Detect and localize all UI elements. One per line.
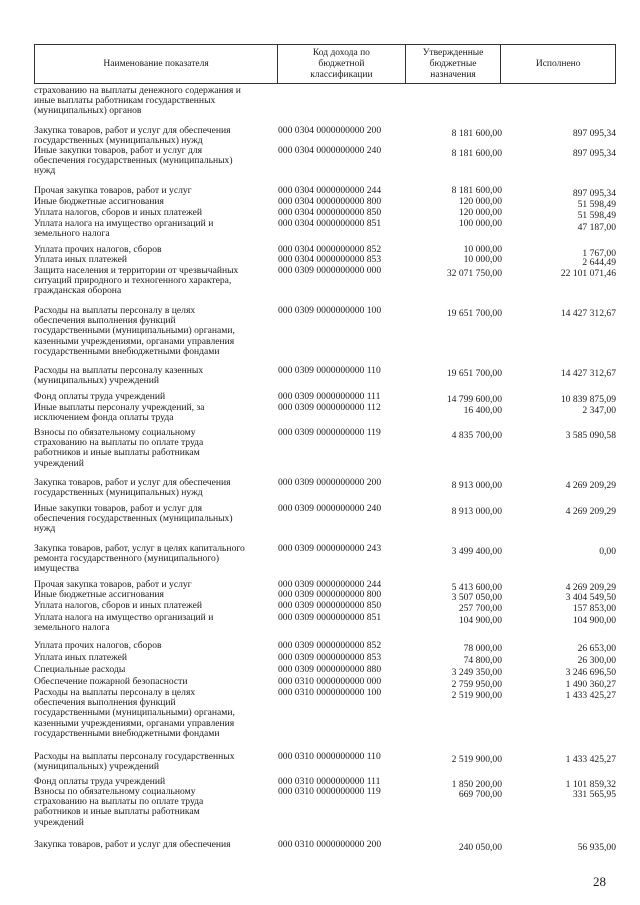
row-approved: 2 519 900,00 bbox=[451, 690, 502, 701]
row-executed: 10 839 875,09 bbox=[560, 394, 616, 405]
row-name: Фонд оплаты труда учреждений bbox=[34, 391, 166, 402]
row-approved: 14 799 600,00 bbox=[446, 394, 502, 405]
row-code: 000 0304 0000000000 200 bbox=[278, 125, 382, 136]
row-approved: 240 050,00 bbox=[458, 842, 502, 853]
row-executed: 897 095,34 bbox=[572, 148, 616, 159]
row-executed: 2 347,00 bbox=[582, 405, 616, 416]
row-name: Расходы на выплаты персоналу в целях обеспечения выполнения функций государственными (муниципальными) органами, казенными учреждениями, органами управления государственными внебюджетными фондами bbox=[34, 687, 235, 739]
row-code: 000 0310 0000000000 119 bbox=[278, 786, 381, 797]
row-code: 000 0304 0000000000 244 bbox=[278, 185, 382, 196]
row-approved: 16 400,00 bbox=[463, 405, 502, 416]
row-name: Взносы по обязательному социальному страхованию на выплаты по оплате труда работников и иные выплаты работникам учреждений bbox=[34, 427, 204, 469]
row-approved: 74 800,00 bbox=[463, 655, 502, 666]
row-code: 000 0304 0000000000 851 bbox=[278, 218, 382, 229]
row-name: Уплата налога на имущество организаций и земельного налога bbox=[34, 218, 214, 240]
row-executed: 0,00 bbox=[599, 546, 616, 557]
row-code: 000 0309 0000000000 800 bbox=[278, 589, 382, 600]
row-approved: 100 000,00 bbox=[458, 218, 502, 229]
row-executed: 14 427 312,67 bbox=[560, 368, 616, 379]
row-name: Закупка товаров, работ и услуг для обеспечения государственных (муниципальных) нужд bbox=[34, 125, 231, 147]
row-executed: 26 653,00 bbox=[577, 643, 616, 654]
row-code: 000 0309 0000000000 850 bbox=[278, 600, 382, 611]
row-code: 000 0304 0000000000 240 bbox=[278, 145, 382, 156]
row-name: Уплата налогов, сборов и иных платежей bbox=[34, 600, 203, 611]
row-name: Закупка товаров, работ и услуг для обеспечения государственных (муниципальных) нужд bbox=[34, 477, 231, 499]
row-code: 000 0304 0000000000 852 bbox=[278, 244, 382, 255]
row-executed: 1 490 360,27 bbox=[565, 679, 616, 690]
row-executed: 51 598,49 bbox=[577, 210, 616, 221]
row-name: Иные бюджетные ассигнования bbox=[34, 196, 164, 207]
row-code: 000 0309 0000000000 851 bbox=[278, 612, 382, 623]
row-executed: 897 095,34 bbox=[572, 128, 616, 139]
row-approved: 19 651 700,00 bbox=[446, 308, 502, 319]
row-code: 000 0309 0000000000 243 bbox=[278, 543, 382, 554]
row-code: 000 0309 0000000000 111 bbox=[278, 391, 381, 402]
row-executed: 157 853,00 bbox=[572, 603, 616, 614]
header-approved: Утвержденные бюджетные назначения bbox=[406, 45, 502, 83]
row-approved: 120 000,00 bbox=[458, 207, 502, 218]
row-approved: 8 181 600,00 bbox=[451, 128, 502, 139]
row-code: 000 0309 0000000000 119 bbox=[278, 427, 381, 438]
row-name: Уплата прочих налогов, сборов bbox=[34, 640, 162, 651]
row-name: Прочая закупка товаров, работ и услуг bbox=[34, 579, 192, 590]
row-approved: 8 913 000,00 bbox=[451, 480, 502, 491]
row-approved: 104 900,00 bbox=[458, 615, 502, 626]
row-code: 000 0309 0000000000 200 bbox=[278, 477, 382, 488]
row-executed: 104 900,00 bbox=[572, 615, 616, 626]
row-code: 000 0310 0000000000 200 bbox=[278, 839, 382, 850]
row-executed: 26 300,00 bbox=[577, 655, 616, 666]
row-approved: 3 249 350,00 bbox=[451, 667, 502, 678]
row-executed: 1 767,00 bbox=[582, 248, 616, 259]
row-code: 000 0309 0000000000 100 bbox=[278, 305, 382, 316]
row-approved: 8 181 600,00 bbox=[451, 148, 502, 159]
row-approved: 3 507 050,00 bbox=[451, 592, 502, 603]
row-executed: 4 269 209,29 bbox=[565, 480, 616, 491]
row-executed: 1 101 859,32 bbox=[565, 779, 616, 790]
row-code: 000 0310 0000000000 110 bbox=[278, 751, 381, 762]
row-name: Расходы на выплаты персоналу казенных (муниципальных) учреждений bbox=[34, 365, 204, 387]
row-code: 000 0309 0000000000 244 bbox=[278, 579, 382, 590]
row-code: 000 0309 0000000000 853 bbox=[278, 652, 382, 663]
row-executed: 51 598,49 bbox=[577, 199, 616, 210]
row-approved: 669 700,00 bbox=[458, 789, 502, 800]
row-name: Закупка товаров, работ, услуг в целях капитального ремонта государственного (муниципального) имущества bbox=[34, 543, 245, 575]
row-executed: 3 404 549,50 bbox=[565, 592, 616, 603]
row-code: 000 0310 0000000000 111 bbox=[278, 776, 381, 787]
page-number: 28 bbox=[593, 874, 606, 889]
row-name: Иные закупки товаров, работ и услуг для обеспечения государственных (муниципальных) нужд bbox=[34, 145, 233, 177]
row-approved: 2 519 900,00 bbox=[451, 754, 502, 765]
row-code: 000 0304 0000000000 853 bbox=[278, 254, 382, 265]
row-approved: 2 759 950,00 bbox=[451, 679, 502, 690]
row-name: Иные бюджетные ассигнования bbox=[34, 589, 164, 600]
row-name: Уплата налогов, сборов и иных платежей bbox=[34, 207, 203, 218]
row-approved: 8 181 600,00 bbox=[451, 185, 502, 196]
row-executed: 1 433 425,27 bbox=[565, 690, 616, 701]
row-name: Закупка товаров, работ и услуг для обеспечения bbox=[34, 839, 231, 850]
row-name: Уплата прочих налогов, сборов bbox=[34, 244, 162, 255]
row-approved: 5 413 600,00 bbox=[451, 582, 502, 593]
row-name: Взносы по обязательному социальному страхованию на выплаты по оплате труда работников и иные выплаты работникам учреждений bbox=[34, 786, 204, 828]
row-executed: 2 644,49 bbox=[582, 257, 616, 268]
header-name: Наименование показателя bbox=[35, 45, 278, 83]
row-name: страхованию на выплаты денежного содержания и иные выплаты работникам государственных (муниципальных) органов bbox=[34, 85, 241, 117]
row-approved: 10 000,00 bbox=[463, 254, 502, 265]
row-code: 000 0309 0000000000 240 bbox=[278, 503, 382, 514]
row-name: Уплата иных платежей bbox=[34, 254, 128, 265]
row-executed: 22 101 071,46 bbox=[560, 268, 616, 279]
row-executed: 331 565,95 bbox=[572, 789, 616, 800]
row-code: 000 0309 0000000000 852 bbox=[278, 640, 382, 651]
row-executed: 3 246 696,50 bbox=[565, 667, 616, 678]
row-executed: 897 095,34 bbox=[572, 188, 616, 199]
row-code: 000 0310 0000000000 100 bbox=[278, 687, 382, 698]
row-executed: 4 269 209,29 bbox=[565, 582, 616, 593]
row-approved: 8 913 000,00 bbox=[451, 506, 502, 517]
row-executed: 47 187,00 bbox=[577, 222, 616, 233]
row-code: 000 0309 0000000000 110 bbox=[278, 365, 381, 376]
row-name: Уплата иных платежей bbox=[34, 652, 128, 663]
row-executed: 3 585 090,58 bbox=[565, 430, 616, 441]
row-name: Специальные расходы bbox=[34, 664, 126, 675]
row-executed: 56 935,00 bbox=[577, 842, 616, 853]
row-approved: 78 000,00 bbox=[463, 643, 502, 654]
row-approved: 32 071 750,00 bbox=[446, 268, 502, 279]
row-approved: 3 499 400,00 bbox=[451, 546, 502, 557]
row-name: Уплата налога на имущество организаций и земельного налога bbox=[34, 612, 214, 634]
row-name: Прочая закупка товаров, работ и услуг bbox=[34, 185, 192, 196]
row-code: 000 0309 0000000000 112 bbox=[278, 402, 381, 413]
row-name: Расходы на выплаты персоналу государственных (муниципальных) учреждений bbox=[34, 751, 235, 773]
header-executed: Исполнено bbox=[535, 58, 581, 69]
row-approved: 10 000,00 bbox=[463, 244, 502, 255]
row-code: 000 0309 0000000000 000 bbox=[278, 265, 382, 276]
header-code: Код дохода по бюджетной классификации bbox=[278, 45, 406, 83]
row-approved: 4 835 700,00 bbox=[451, 430, 502, 441]
row-name: Обеспечение пожарной безопасности bbox=[34, 676, 188, 687]
row-executed: 14 427 312,67 bbox=[560, 308, 616, 319]
row-approved: 1 850 200,00 bbox=[451, 779, 502, 790]
row-executed: 4 269 209,29 bbox=[565, 506, 616, 517]
row-approved: 257 700,00 bbox=[458, 603, 502, 614]
row-approved: 120 000,00 bbox=[458, 196, 502, 207]
row-name: Иные закупки товаров, работ и услуг для обеспечения государственных (муниципальных) нужд bbox=[34, 503, 233, 535]
row-name: Защита населения и территории от чрезвычайных ситуаций природного и техногенного характера, гражданская оборона bbox=[34, 265, 239, 297]
row-code: 000 0304 0000000000 850 bbox=[278, 207, 382, 218]
row-name: Иные выплаты персоналу учреждений, за исключением фонда оплаты труда bbox=[34, 402, 205, 424]
row-code: 000 0309 0000000000 880 bbox=[278, 664, 382, 675]
row-approved: 19 651 700,00 bbox=[446, 368, 502, 379]
row-code: 000 0304 0000000000 800 bbox=[278, 196, 382, 207]
row-name: Фонд оплаты труда учреждений bbox=[34, 776, 166, 787]
row-code: 000 0310 0000000000 000 bbox=[278, 676, 382, 687]
row-executed: 1 433 425,27 bbox=[565, 754, 616, 765]
row-name: Расходы на выплаты персоналу в целях обеспечения выполнения функций государственными (муниципальными) органами, казенными учреждениями, органами управления государственными внебюджетными фондами bbox=[34, 305, 235, 357]
